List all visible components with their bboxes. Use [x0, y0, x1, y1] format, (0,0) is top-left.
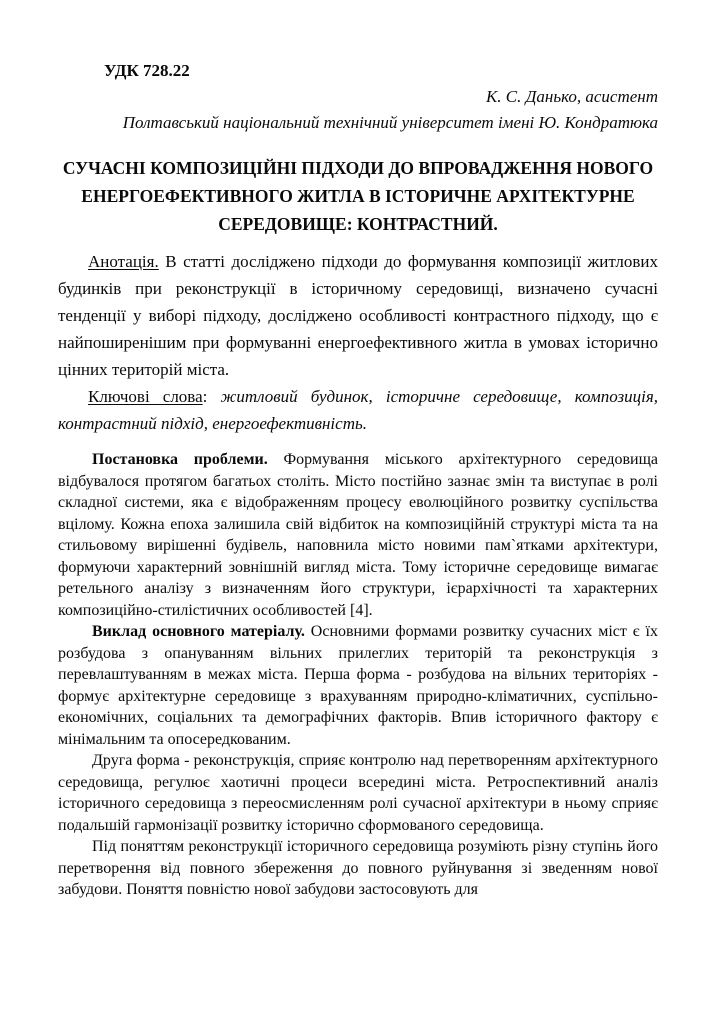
- abstract-label: Анотація.: [88, 252, 159, 271]
- paragraph-reconstruction-concept: [58, 836, 658, 901]
- reconstruction-concept-text: Під поняттям реконструкції історичного середовища розуміють різну ступінь його перетворення від повного збереження до повного руйнування зі зведенням нової забудови. Поняття повністю нової забудови застосовують для: [58, 838, 658, 898]
- abstract-text: В статті досліджено підходи до формування композиції житлових будинків при реконструкції в історичному середовищі, визначено сучасні тенденції у виборі підходу, досліджено особливості контрастного підходу, що є найпоширенішим при формуванні енергоефективного житла в умовах історично цінних територій міста.: [58, 252, 659, 379]
- article-title: СУЧАСНІ КОМПОЗИЦІЙНІ ПІДХОДИ ДО ВПРОВАДЖЕННЯ НОВОГО ЕНЕРГОЕФЕКТИВНОГО ЖИТЛА В ІСТОРИЧНЕ АРХІТЕКТУРНЕ СЕРЕДОВИЩЕ: КОНТРАСТНИЙ.: [62, 158, 654, 234]
- udc-code: УДК 728.22: [104, 61, 190, 80]
- keywords-label: Ключові слова: [88, 387, 203, 406]
- keywords-paragraph: [58, 383, 658, 437]
- institution-line: Полтавський національний технічний університет імені Ю. Кондратюка: [122, 113, 658, 132]
- main-material-lead: Виклад основного матеріалу.: [92, 623, 305, 640]
- second-form-text: Друга форма - реконструкція, сприяє контролю над перетворенням архітектурного середовища, регулює хаотичні процеси всередині міста. Ретроспективний аналіз історичного середовища з переосмисленням ролі сучасної архітектури в ньому сприяє подальшій гармонізації розвитку історично сформованого середовища.: [58, 752, 658, 834]
- problem-statement-text: Формування міського архітектурного середовища відбувалося протягом багатьох століть. Місто постійно зазнає змін та виступає в ролі складної системи, яка є відображенням процесу еволюційного розвитку суспільства вцілому. Кожна епоха залишила свій відбиток на композиційній структурі міста та на стильовому вирішенні будівель, наповнила місто новими пам`ятками архітектури, формуючи характерний зовнішній вигляд міста. Тому історичне середовище вимагає ретельного аналізу з визначенням його структури, ієрархічності та характерних композиційно-стилістичних особливостей [4].: [58, 451, 658, 619]
- abstract-paragraph: [58, 248, 658, 383]
- main-material-text: Основними формами розвитку сучасних міст є їх розбудова з опануванням вільних прилеглих територій та реконструкція з перевлаштуванням в межах міста. Перша форма - розбудова на вільних територіях - формує архітектурне середовище з врахуванням природно-кліматичних, суспільно-економічних, соціальних та демографічних факторів. Впив історичного фактору є мінімальним та опосередкованим.: [58, 623, 659, 748]
- paragraph-main-material: [58, 621, 658, 750]
- author-line: К. С. Данько, асистент: [485, 87, 658, 106]
- keywords-colon: :: [202, 387, 208, 406]
- paragraph-second-form: [58, 750, 658, 836]
- keywords-text: житловий будинок, історичне середовище, композиція, контрастний підхід, енергоефективність.: [58, 387, 658, 433]
- problem-statement-lead: Постановка проблеми.: [92, 451, 268, 468]
- paragraph-problem-statement: [58, 449, 658, 621]
